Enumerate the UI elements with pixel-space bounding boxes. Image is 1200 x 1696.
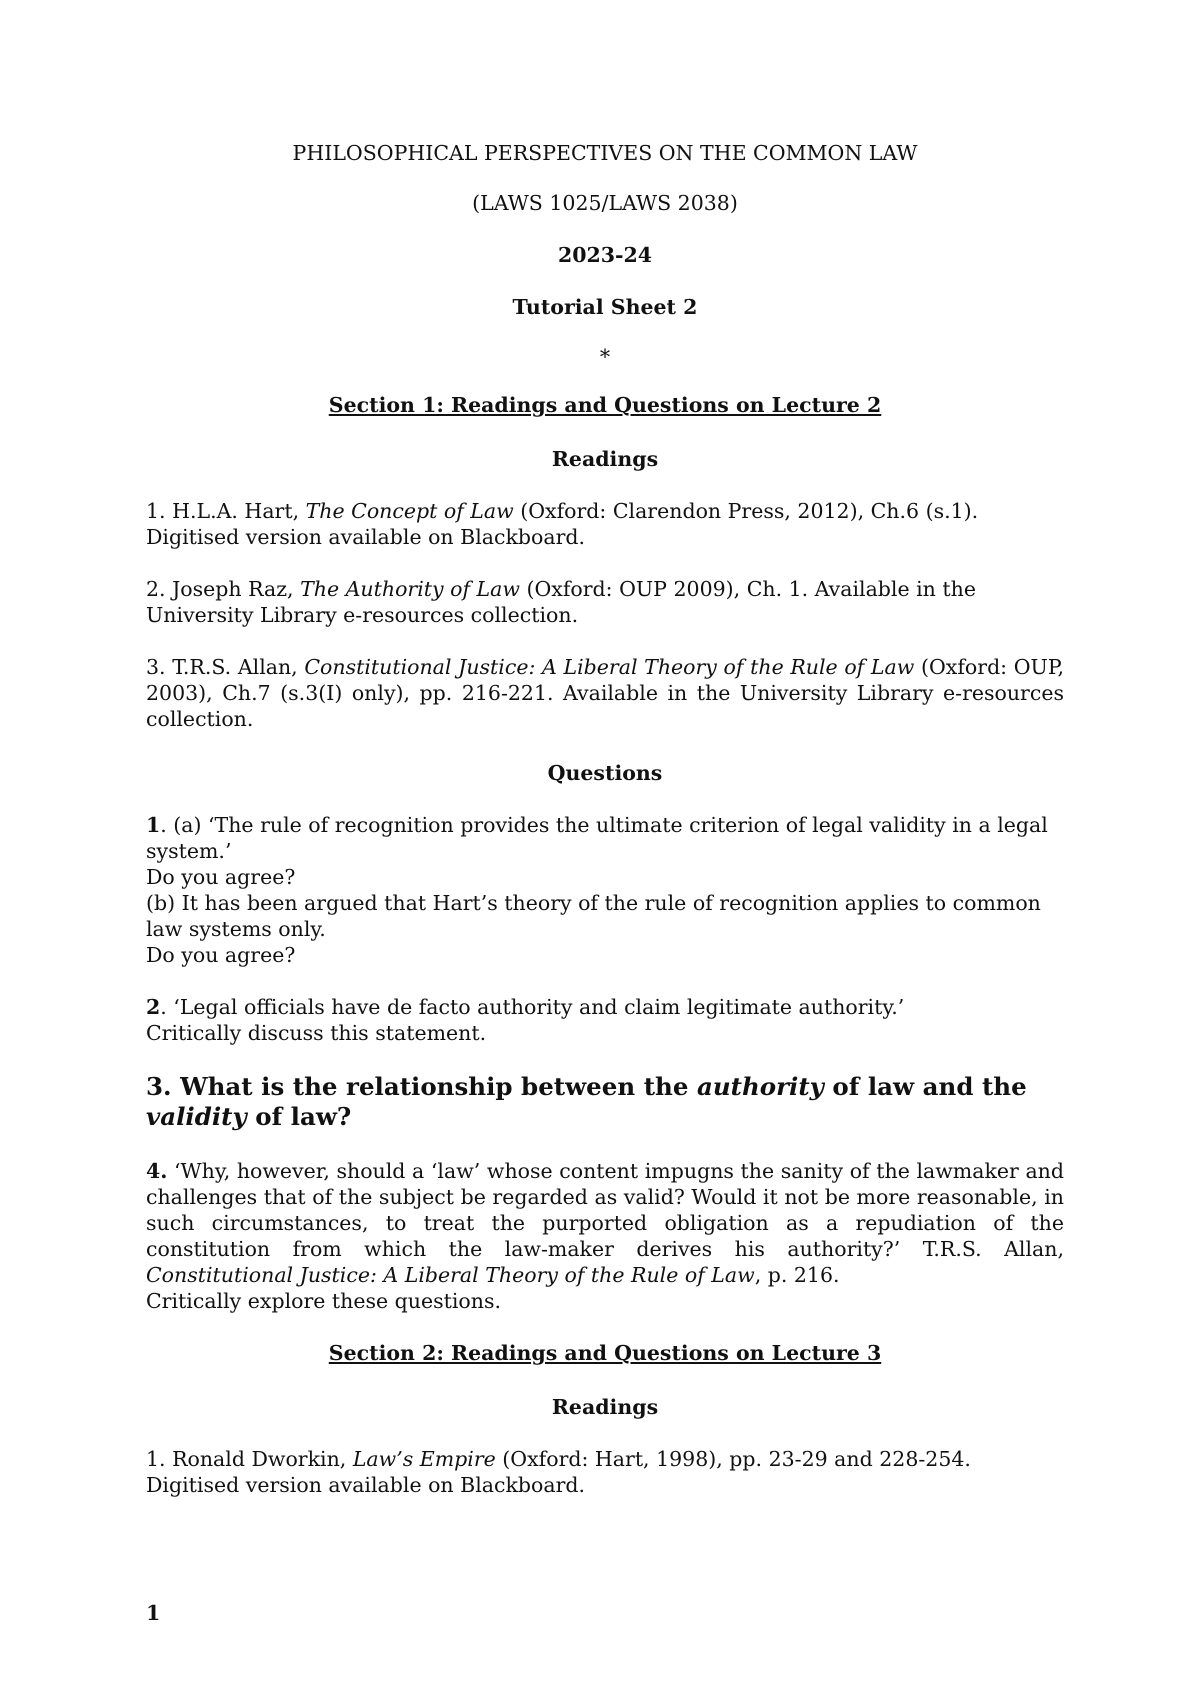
reading-item: 2. Joseph Raz, The Authority of Law (Oxford: OUP 2009), Ch. 1. Available in the University Library e-resources collection. (146, 577, 976, 627)
section-2-heading: Section 2: Readings and Questions on Lecture 3 (328, 1341, 882, 1365)
question-number: 4. (146, 1159, 168, 1183)
document-page (146, 140, 1064, 1498)
question-number: 2 (146, 995, 161, 1019)
reading-note: Digitised version available on Blackboard. (146, 1473, 586, 1497)
separator: * (599, 345, 611, 369)
section-1-heading: Section 1: Readings and Questions on Lecture 2 (328, 393, 882, 417)
reading-item: 1. Ronald Dworkin, Law’s Empire (Oxford: Hart, 1998), pp. 23-29 and 228-254. Digitised version available on Blackboard. (146, 1446, 1064, 1498)
section-1-readings-heading: Readings (551, 447, 659, 471)
reading-title: The Concept of Law (305, 499, 514, 523)
quoted-work-title: Constitutional Justice: A Liberal Theory of the Rule of Law (146, 1263, 755, 1287)
question-number: 1 (146, 813, 161, 837)
page-number: 1 (146, 1601, 161, 1625)
question-3: 3. What is the relationship between the authority of law and the validity of law? (146, 1072, 1027, 1131)
reading-title: The Authority of Law (300, 577, 520, 601)
document-title: PHILOSOPHICAL PERSPECTIVES ON THE COMMON LAW (292, 141, 918, 165)
question-1: 1. (a) ‘The rule of recognition provides the ultimate criterion of legal validity in a legal system.’ Do you agree? (b) It has been argued that Hart’s theory of the rule of recognition applies to common law systems only. Do you agree? (146, 813, 1048, 967)
reading-item: 3. T.R.S. Allan, Constitutional Justice: A Liberal Theory of the Rule of Law (Oxford: OUP, 2003), Ch.7 (s.3(I) only), pp. 216-221. Available in the University Library e-resources collection. (146, 655, 1064, 731)
reading-title: Constitutional Justice: A Liberal Theory of the Rule of Law (304, 655, 915, 679)
course-codes: (LAWS 1025/LAWS 2038) (472, 191, 738, 215)
reading-title: Law’s Empire (352, 1447, 496, 1471)
reading-item: 1. H.L.A. Hart, The Concept of Law (Oxford: Clarendon Press, 2012), Ch.6 (s.1). Digitised version available on Blackboard. (146, 498, 1064, 550)
questions-heading: Questions (547, 761, 663, 785)
academic-year: 2023-24 (557, 243, 653, 267)
question-4: 4. ‘Why, however, should a ‘law’ whose content impugns the sanity of the lawmaker and challenges that of the subject be regarded as valid? Would it not be more reasonable, in such circumstances, to treat the purported obligation as a repudiation of the constitution from which the law-maker derives his authority?’ T.R.S. Allan, Constitutional Justice: A Liberal Theory of the Rule of Law, p. 216. Critically explore these questions. (146, 1159, 1064, 1313)
sheet-title: Tutorial Sheet 2 (512, 295, 698, 319)
reading-note: Digitised version available on Blackboard. (146, 525, 586, 549)
question-2: 2. ‘Legal officials have de facto authority and claim legitimate authority.’ Critically discuss this statement. (146, 995, 905, 1045)
section-2-readings-heading: Readings (551, 1395, 659, 1419)
